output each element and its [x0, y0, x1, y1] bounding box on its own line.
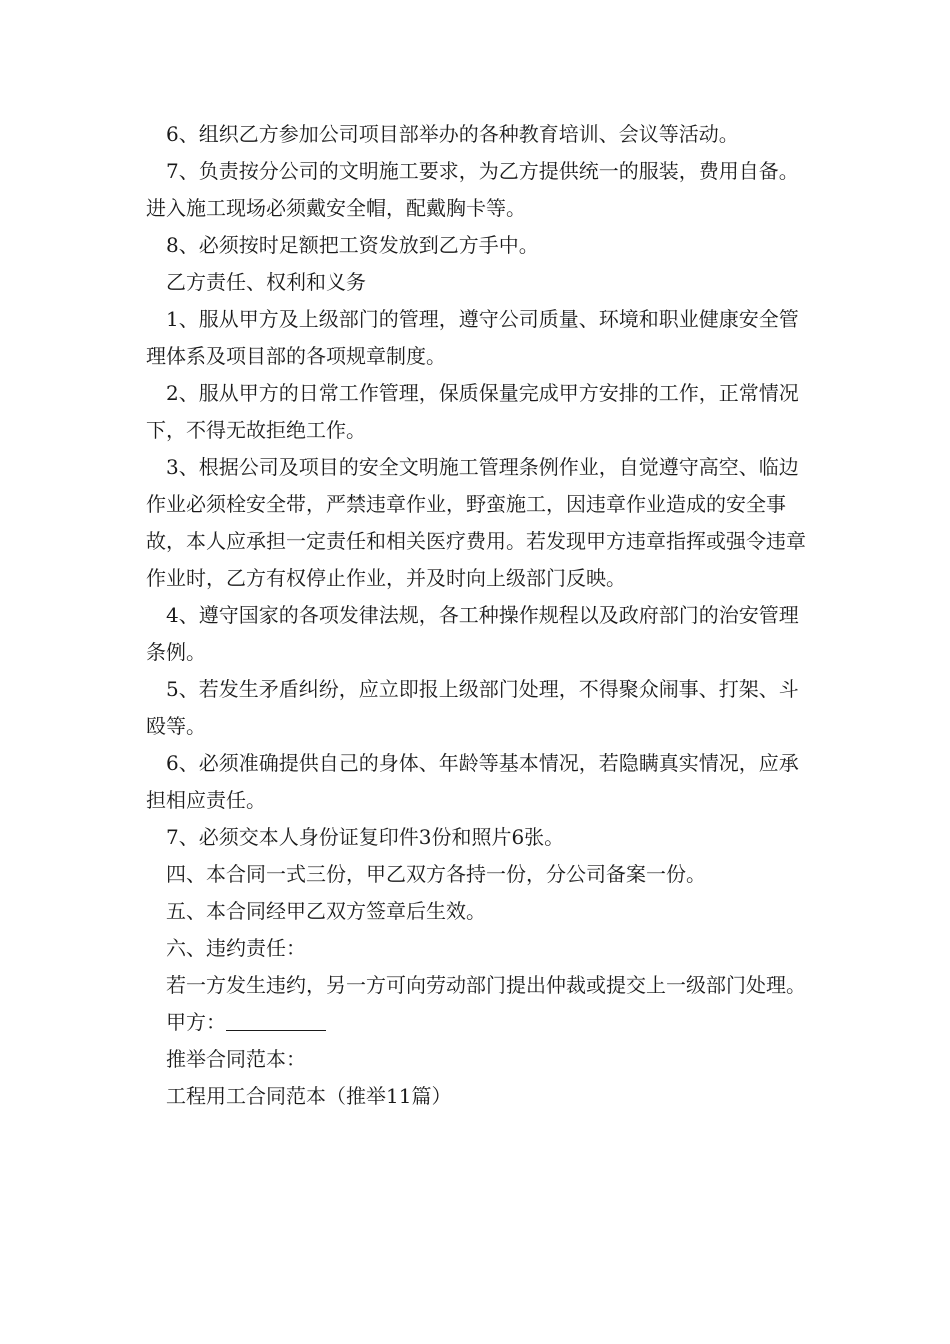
- party-a-signature-line: [146, 1004, 816, 1041]
- paragraph-b7: 7、必须交本人身份证复印件3份和照片6张。: [166, 825, 565, 849]
- recommend-label: 推举合同范本：: [166, 1047, 306, 1071]
- paragraph-b2: 2、服从甲方的日常工作管理，保质保量完成甲方安排的工作，正常情况下，不得无故拒绝工作。: [146, 381, 799, 442]
- paragraph-b4: 4、遵守国家的各项发律法规，各工种操作规程以及政府部门的治安管理条例。: [146, 603, 799, 664]
- document-body: [146, 116, 816, 1115]
- clause-five: 五、本合同经甲乙双方签章后生效。: [166, 899, 486, 923]
- breach-paragraph: 若一方发生违约，另一方可向劳动部门提出仲裁或提交上一级部门处理。: [166, 973, 806, 997]
- paragraph-b3: 3、根据公司及项目的安全文明施工管理条例作业，自觉遵守高空、临边作业必须栓安全带，严禁违章作业，野蛮施工，因违章作业造成的安全事故，本人应承担一定责任和相关医疗费用。若发现甲方违章指挥或强令违章作业时，乙方有权停止作业，并及时向上级部门反映。: [146, 455, 806, 590]
- recommend-title: 工程用工合同范本（推举11篇）: [166, 1084, 452, 1108]
- paragraph-a6: 6、组织乙方参加公司项目部举办的各种教育培训、会议等活动。: [166, 122, 739, 146]
- section-heading-party-b: 乙方责任、权利和义务: [166, 270, 366, 294]
- signature-blank: [226, 1006, 326, 1031]
- paragraph-a7: 7、负责按分公司的文明施工要求，为乙方提供统一的服装，费用自备。进入施工现场必须戴安全帽，配戴胸卡等。: [146, 159, 799, 220]
- paragraph-b1: 1、服从甲方及上级部门的管理，遵守公司质量、环境和职业健康安全管理体系及项目部的各项规章制度。: [146, 307, 799, 368]
- clause-four: 四、本合同一式三份，甲乙双方各持一份，分公司备案一份。: [166, 862, 706, 886]
- paragraph-a8: 8、必须按时足额把工资发放到乙方手中。: [166, 233, 539, 257]
- paragraph-b6: 6、必须准确提供自己的身体、年龄等基本情况，若隐瞒真实情况，应承担相应责任。: [146, 751, 799, 812]
- clause-six: 六、违约责任：: [166, 936, 306, 960]
- party-a-label: 甲方：: [166, 1010, 226, 1034]
- paragraph-b5: 5、若发生矛盾纠纷，应立即报上级部门处理，不得聚众闹事、打架、斗殴等。: [146, 677, 799, 738]
